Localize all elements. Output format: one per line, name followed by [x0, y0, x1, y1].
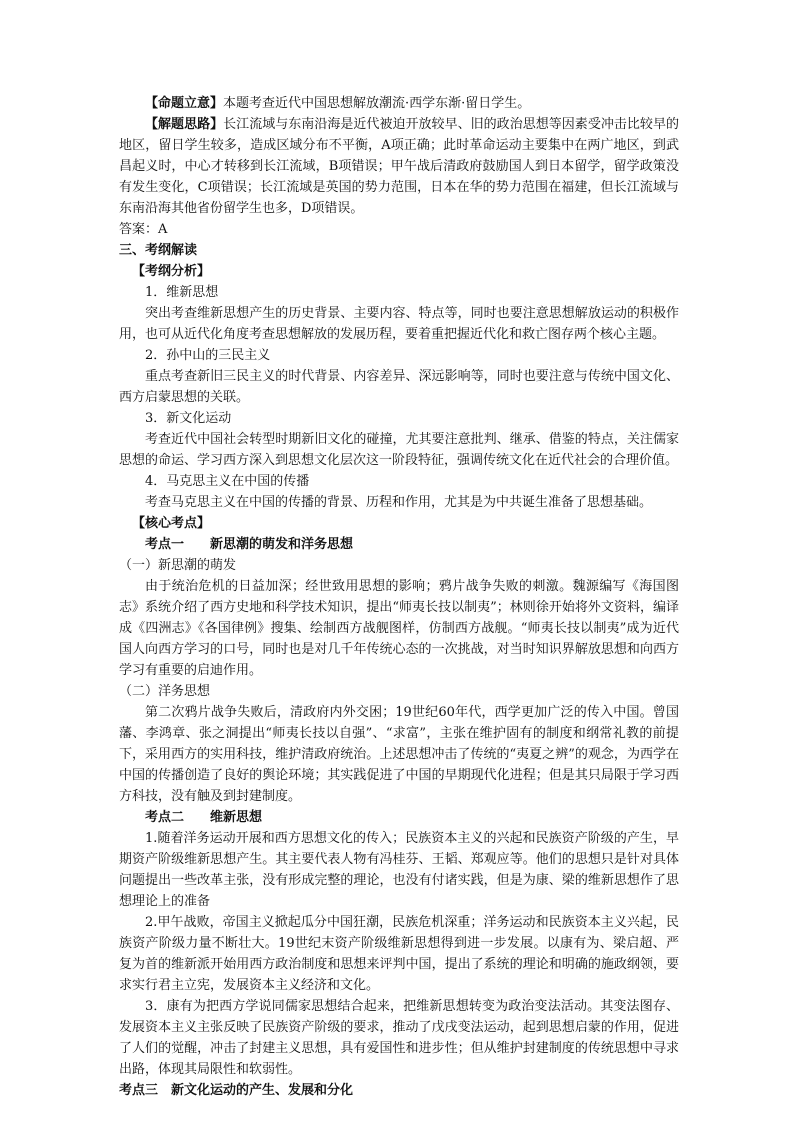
item-1-title: 1．维新思想: [145, 285, 219, 300]
sub-2-title: （二）洋务思想: [119, 684, 211, 699]
section-heading-3: 三、考纲解读: [119, 243, 198, 258]
kaodian-2-label: 考点二: [145, 810, 185, 825]
jieti-text: 长江流域与东南沿海是近代被迫开放较早、旧的政治思想等因素受冲击比较早的地区，留日学生较多，造成区域分布不平衡，A项正确；此时革命运动主要集中在两广地区，到武昌起义时，中心才转移到长江流域，B项错误；甲午战后清政府鼓励国人到日本留学，留学政策没有发生变化，C项错误；长江流域是英国的势力范围，日本在华的势力范围在福建，但长江流域与东南沿海其他省份留学生也多，D项错误。: [119, 117, 679, 216]
jieti-paragraph: [119, 114, 679, 219]
item-3-text: 考查近代中国社会转型时期新旧文化的碰撞，尤其要注意批判、继承、借鉴的特点，关注儒家思想的命运、学习西方深入到思想文化层次这一阶段特征，强调传统文化在近代社会的合理价值。: [119, 432, 679, 468]
item-2-title: 2．孙中山的三民主义: [145, 348, 271, 363]
jieti-label: 【解题思路】: [145, 117, 224, 132]
item-4-text: 考查马克思主义在中国的传播的背景、历程和作用，尤其是为中共诞生准备了思想基础。: [145, 495, 653, 510]
sub-1-title: （一）新思潮的萌发: [119, 558, 237, 573]
mingti-text: 本题考查近代中国思想解放潮流·西学东渐·留日学生。: [223, 96, 531, 111]
hexin-label: 【核心考点】: [132, 516, 211, 531]
item-2-text: 重点考查新旧三民主义的时代背景、内容差异、深远影响等，同时也要注意与传统中国文化、西方启蒙思想的关联。: [119, 369, 679, 405]
kaodian-3-title: 新文化运动的产生、发展和分化: [171, 1083, 354, 1098]
mingti-paragraph: [119, 93, 679, 114]
kaodian-2-para-2: 2.甲午战败，帝国主义掀起瓜分中国狂潮，民族危机深重；洋务运动和民族资本主义兴起，民族资产阶级力量不断壮大。19世纪末资产阶级维新思想得到进一步发展。以康有为、梁启超、严复为首的维新派开始用西方政治制度和思想来评判中国，提出了系统的理论和明确的施政纲领，要求实行君主立宪，发展资本主义经济和文化。: [119, 915, 679, 993]
kaodian-1-label: 考点一: [145, 537, 185, 552]
answer-line: 答案：A: [119, 222, 168, 237]
kaodian-2-heading: [119, 807, 679, 828]
sub-1-text: 由于统治危机的日益加深；经世致用思想的影响；鸦片战争失败的刺激。魏源编写《海国图志》系统介绍了西方史地和科学技术知识，提出“师夷长技以制夷”；林则徐开始将外文资料，编译成《四洲志》《各国律例》搜集、绘制西方战舰图样，仿制西方战舰。“师夷长技以制夷”成为近代国人向西方学习的口号，同时也是对几千年传统心态的一次挑战，对当时知识界解放思想和向西方学习有重要的启迪作用。: [119, 579, 679, 678]
kaodian-2-title: 维新思想: [210, 810, 263, 825]
kaodian-1-title: 新思潮的萌发和洋务思想: [210, 537, 354, 552]
kaodian-2-para-1: 1.随着洋务运动开展和西方思想文化的传入；民族资本主义的兴起和民族资产阶级的产生，早期资产阶级维新思想产生。其主要代表人物有冯桂芬、王韬、郑观应等。他们的思想只是针对具体问题提出一些改革主张，没有形成完整的理论，也没有付诸实践，但是为康、梁的维新思想作了思想理论上的准备: [119, 831, 679, 909]
kaodian-1-heading: [119, 534, 679, 555]
kaodian-2-para-3: 3．康有为把西方学说同儒家思想结合起来，把维新思想转变为政治变法活动。其变法图存、发展资本主义主张反映了民族资产阶级的要求，推动了戊戌变法运动，起到思想启蒙的作用，促进了人们的觉醒，冲击了封建主义思想，具有爱国性和进步性；但从维护封建制度的传统思想中寻求出路，体现其局限性和软弱性。: [119, 999, 679, 1077]
sub-2-text: 第二次鸦片战争失败后，清政府内外交困；19世纪60年代，西学更加广泛的传入中国。曾国藩、李鸿章、张之洞提出“师夷长技以自强”、“求富”，主张在维护固有的制度和纲常礼教的前提下，采用西方的实用科技，维护清政府统治。上述思想冲击了传统的“夷夏之辨”的观念，为西学在中国的传播创造了良好的舆论环境；其实践促进了中国的早期现代化进程；但是其只局限于学习西方科技，没有触及到封建制度。: [119, 705, 679, 804]
kaogang-label: 【考纲分析】: [132, 264, 211, 279]
item-1-text: 突出考查维新思想产生的历史背景、主要内容、特点等，同时也要注意思想解放运动的积极作用，也可从近代化角度考查思想解放的发展历程，要着重把握近代化和救亡图存两个核心主题。: [119, 306, 679, 342]
document-page: [119, 93, 679, 1101]
mingti-label: 【命题立意】: [145, 96, 224, 111]
item-4-title: 4．马克思主义在中国的传播: [145, 474, 310, 489]
item-3-title: 3．新文化运动: [145, 411, 232, 426]
kaodian-3-label: 考点三: [119, 1083, 159, 1098]
kaodian-3-heading: [119, 1080, 679, 1101]
